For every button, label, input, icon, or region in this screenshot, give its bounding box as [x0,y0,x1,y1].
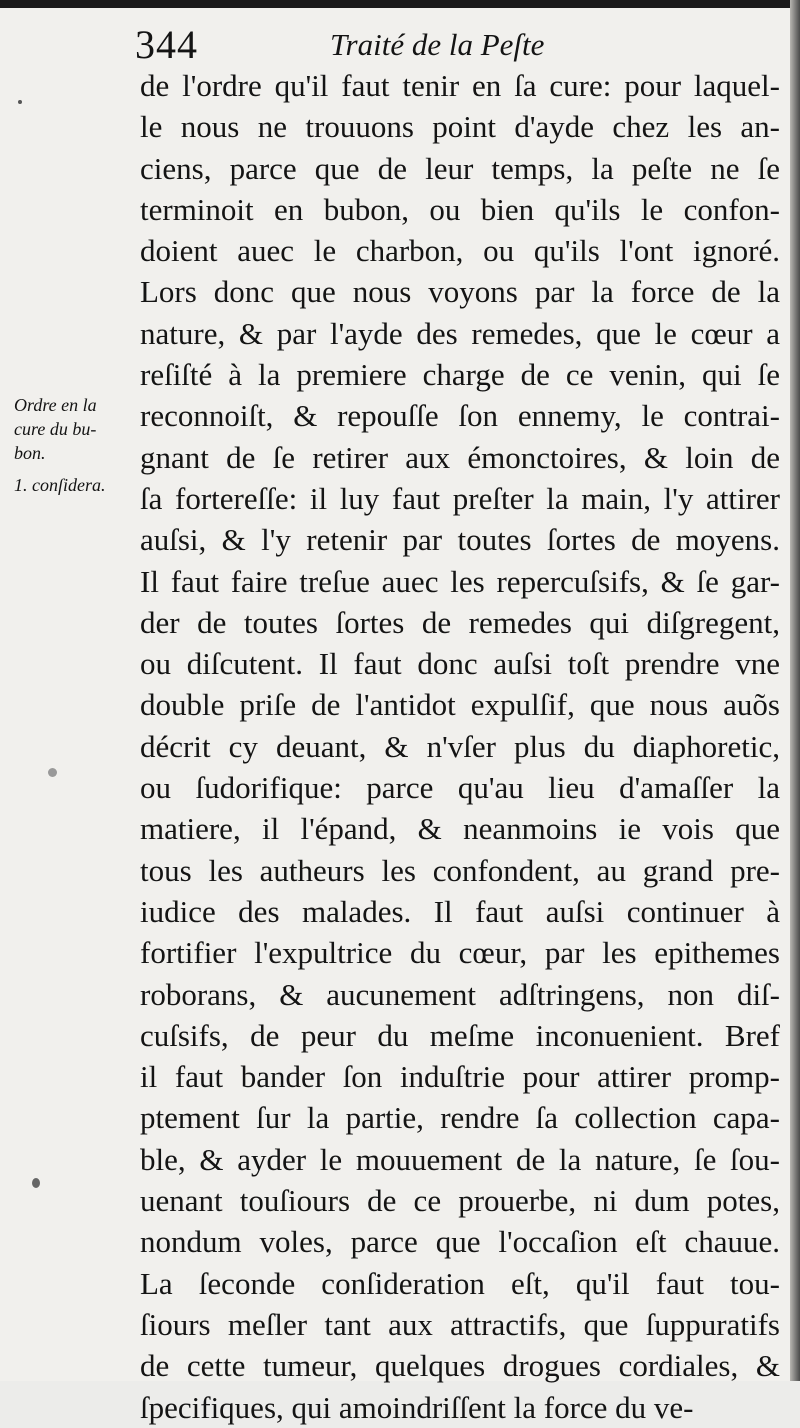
text-line: der de toutes ſortes de remedes qui diſgregent, [140,604,780,640]
ink-speck-decoration [48,768,57,777]
text-line: fortifier l'expultrice du cœur, par les epithemes [140,935,780,971]
text-line: ble, & ayder le mouuement de la nature, ſe ſou- [140,1141,780,1177]
margin-note-consideration: 1. conſidera. [14,475,106,495]
margin-note-line: bon. [14,443,46,463]
text-line: ptement ſur la partie, rendre ſa collection capa- [140,1100,780,1136]
text-line: ou diſcutent. Il faut donc auſsi toſt prendre vne [140,646,780,682]
text-line: reconnoiſt, & repouſſe ſon ennemy, le contrai- [140,398,780,434]
margin-note-spacer [14,465,139,473]
text-line: de cette tumeur, quelques drogues cordiales, & [140,1348,780,1384]
text-line: terminoit en bubon, ou bien qu'ils le confon- [140,191,780,227]
page-header [0,20,800,70]
body-text [140,65,780,1428]
text-line: ou ſudorifique: parce qu'au lieu d'amaſſer la [140,770,780,806]
text-line: il faut bander ſon induſtrie pour attirer promp- [140,1059,780,1095]
text-line: double priſe de l'antidot expulſif, que nous auõs [140,687,780,723]
text-line: doient auec le charbon, ou qu'ils l'ont ignoré. [140,233,780,269]
text-line: décrit cy deuant, & n'vſer plus du diaphoretic, [140,728,780,764]
text-line: cuſsifs, de peur du meſme inconuenient. Bref [140,1017,780,1053]
ink-speck-decoration [18,100,22,104]
margin-note-line: cure du bu- [14,419,97,439]
margin-notes [14,393,139,497]
text-line: roborans, & aucunement adſtringens, non diſ- [140,976,780,1012]
page-top-shadow [0,0,800,8]
text-line: ciens, parce que de leur temps, la peſte ne ſe [140,150,780,186]
running-title: Traité de la Peſte [330,27,545,62]
text-line: uenant touſiours de ce prouerbe, ni dum potes, [140,1183,780,1219]
text-line: de l'ordre qu'il faut tenir en ſa cure: pour laquel- [140,68,780,103]
text-line: Il faut faire treſue auec les repercuſsifs, & ſe gar- [140,563,780,599]
text-line: ſa fortereſſe: il luy faut preſter la main, l'y attirer [140,480,780,516]
text-line: La ſeconde conſideration eſt, qu'il faut tou- [140,1265,780,1301]
text-line: nondum voles, parce que l'occaſion eſt chauue. [140,1224,780,1260]
text-line: tous les autheurs les confondent, au grand pre- [140,852,780,888]
page-number: 344 [135,22,198,67]
text-line: ſpecifiques, qui amoindriſſent la force du ve- [140,1389,694,1425]
margin-note-line: Ordre en la [14,395,97,415]
text-line: Lors donc que nous voyons par la force de la [140,274,780,310]
text-line: iudice des malades. Il faut auſsi continuer à [140,893,780,929]
text-line: gnant de ſe retirer aux émonctoires, & loin de [140,439,780,475]
text-line: ſiours meſler tant aux attractifs, que ſuppuratifs [140,1306,780,1342]
text-line: reſiſté à la premiere charge de ce venin, qui ſe [140,357,780,393]
text-line: nature, & par l'ayde des remedes, que le cœur a [140,315,780,351]
text-line: le nous ne trouuons point d'ayde chez les an- [140,109,780,145]
text-line: auſsi, & l'y retenir par toutes ſortes de moyens. [140,522,780,558]
text-line: matiere, il l'épand, & neanmoins ie vois que [140,811,780,847]
ink-speck-decoration [32,1178,40,1188]
page-gutter-shadow [790,0,800,1381]
